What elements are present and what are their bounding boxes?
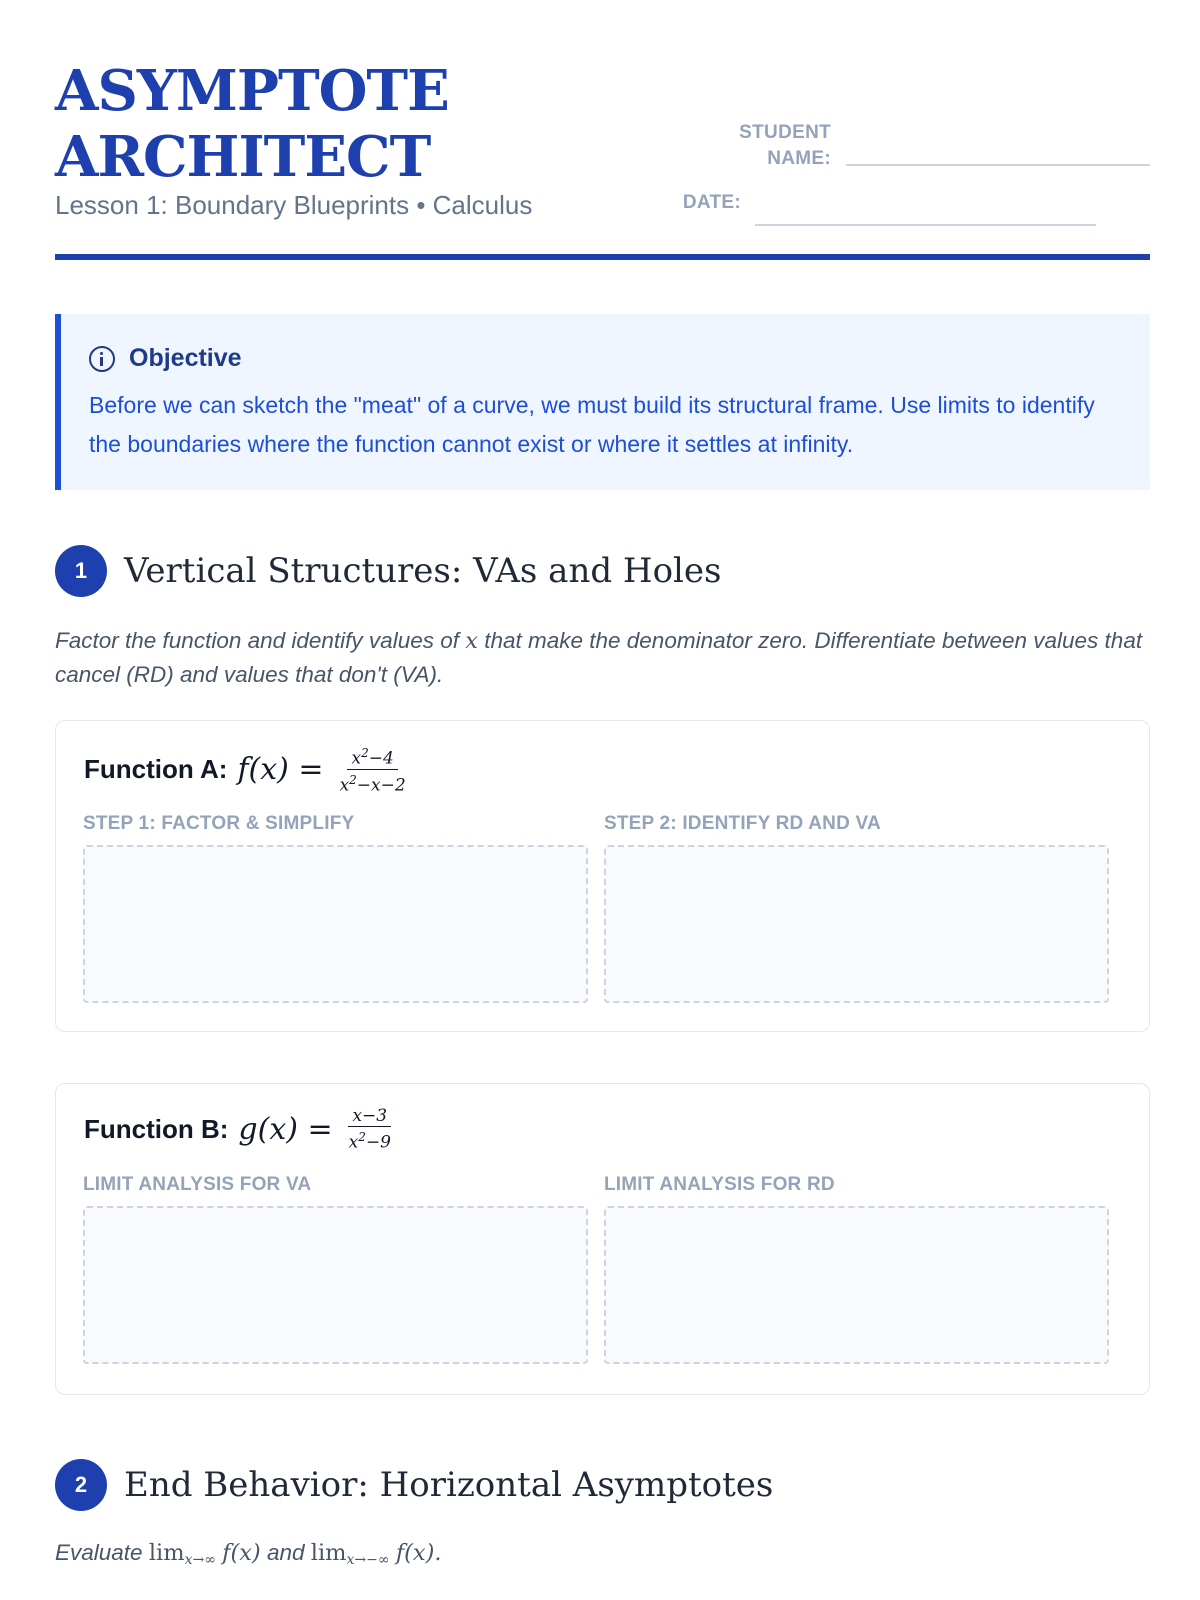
limit-va-answer-box[interactable]: [83, 1206, 588, 1364]
header-divider: [55, 254, 1150, 260]
instr-2-lim2-sub: x→−∞: [346, 1552, 390, 1568]
date-field[interactable]: [755, 224, 1096, 226]
info-icon: [89, 346, 115, 372]
function-b-label: Function B:: [84, 1113, 229, 1144]
section-1-header: [55, 545, 722, 597]
function-a-header: [84, 743, 410, 795]
section-2-number: 2: [55, 1459, 107, 1511]
objective-heading: [89, 344, 242, 373]
instr-2-lim1-sub: x→∞: [184, 1552, 216, 1568]
instr-2-lim2-fn: f(x).: [395, 1540, 442, 1566]
instr-1-part1: Factor the function and identify values of: [55, 628, 466, 653]
date-label: DATE:: [682, 192, 741, 213]
fa-den-rest: −x−2: [356, 775, 406, 796]
student-label-line-2: NAME:: [767, 148, 831, 169]
worksheet-title: [55, 58, 615, 190]
factor-simplify-answer-box[interactable]: [83, 845, 588, 1003]
instr-2-lim2: lim: [310, 1540, 347, 1566]
instr-1-part2: that make the denominator zero. Differentiate between values that cancel (RD) and values that don't (VA).: [55, 628, 1143, 687]
objective-callout: [55, 314, 1150, 490]
objective-text: Before we can sketch the "meat" of a curve, we must build its structural frame. Use limits to identify the boundaries where the function cannot exist or where it settles at infinity.: [89, 392, 1095, 457]
function-b-header: [84, 1106, 395, 1153]
title-line-1: ASYMPTOTE: [55, 58, 449, 124]
instr-2-and: and: [266, 1540, 305, 1565]
function-b-fraction: [345, 1106, 395, 1153]
student-name-field[interactable]: [846, 164, 1150, 166]
limit-va-label: LIMIT ANALYSIS FOR VA: [83, 1174, 312, 1195]
function-b-formula: [238, 1106, 395, 1153]
title-line-2: ARCHITECT: [55, 124, 431, 190]
function-a-fraction: [336, 743, 410, 795]
section-2-header: [55, 1459, 773, 1511]
function-a-label: Function A:: [84, 753, 228, 784]
fa-num-rest: −4: [368, 748, 394, 769]
section-2-title: End Behavior: Horizontal Asymptotes: [124, 1465, 774, 1505]
section-1-title: Vertical Structures: VAs and Holes: [124, 551, 722, 591]
step-1-label: STEP 1: FACTOR & SIMPLIFY: [83, 813, 355, 834]
limit-rd-answer-box[interactable]: [604, 1206, 1109, 1364]
fb-den-exp: 2: [358, 1130, 366, 1144]
function-a-denominator: [336, 770, 410, 796]
instr-2-evaluate: Evaluate: [55, 1540, 143, 1565]
function-a-formula: [237, 743, 409, 795]
fa-num-base: x: [351, 748, 362, 769]
section-2-instructions: [55, 1536, 1150, 1577]
function-b-numerator: x−3: [348, 1106, 391, 1127]
section-1-instructions: [55, 624, 1150, 692]
student-name-label: [700, 120, 831, 172]
instr-2-lim1-fn: f(x): [222, 1540, 261, 1566]
objective-heading-text: Objective: [129, 344, 242, 372]
function-a-card: [55, 720, 1150, 1032]
section-1-number: 1: [55, 545, 107, 597]
function-b-card: [55, 1083, 1150, 1395]
instr-2-lim1: lim: [148, 1540, 185, 1566]
limit-rd-label: LIMIT ANALYSIS FOR RD: [604, 1174, 835, 1195]
function-b-denominator: [345, 1127, 395, 1153]
function-a-lhs: f(x) =: [237, 751, 324, 787]
fb-den-base: x: [348, 1132, 359, 1153]
fa-num-exp: 2: [361, 746, 369, 760]
identify-rd-va-answer-box[interactable]: [604, 845, 1109, 1003]
function-b-lhs: g(x) =: [238, 1111, 333, 1147]
step-2-label: STEP 2: IDENTIFY RD AND VA: [604, 813, 881, 834]
student-label-line-1: STUDENT: [739, 122, 831, 143]
fa-den-exp: 2: [349, 772, 357, 787]
instr-1-var: x: [465, 628, 478, 654]
lesson-subtitle: Lesson 1: Boundary Blueprints • Calculus: [55, 190, 533, 220]
fb-den-rest: −9: [365, 1132, 391, 1153]
function-a-numerator: [347, 743, 397, 770]
fa-den-base: x: [339, 775, 350, 796]
